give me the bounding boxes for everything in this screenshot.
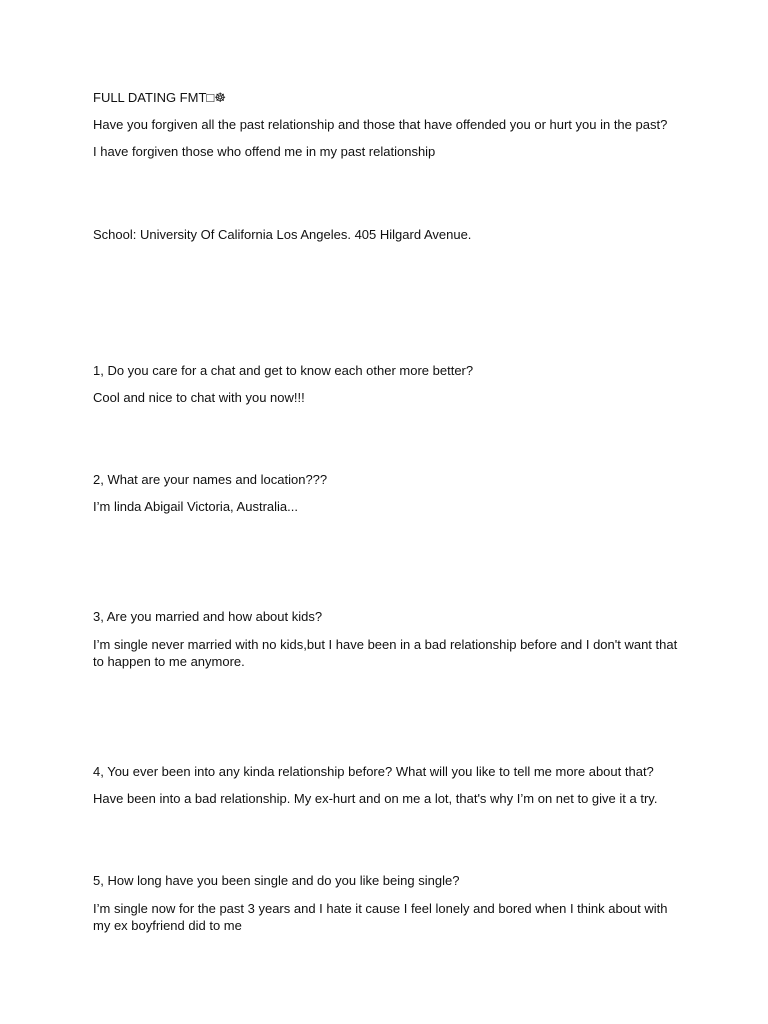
answer-1: Cool and nice to chat with you now!!!	[93, 390, 305, 405]
question-2: 2, What are your names and location???	[93, 472, 328, 487]
intro-question: Have you forgiven all the past relationship and those that have offended you or hurt you in the past?	[93, 117, 668, 132]
answer-4: Have been into a bad relationship. My ex-hurt and on me a lot, that's why I’m on net to give it a try.	[93, 791, 658, 806]
question-4: 4, You ever been into any kinda relationship before? What will you like to tell me more about that?	[93, 764, 654, 779]
answer-5: I’m single now for the past 3 years and I hate it cause I feel lonely and bored when I think about with my ex boyfriend did to me	[93, 901, 668, 933]
question-5: 5, How long have you been single and do you like being single?	[93, 873, 460, 888]
document-title: FULL DATING FMT□☸	[93, 90, 226, 105]
intro-answer: I have forgiven those who offend me in my past relationship	[93, 144, 436, 159]
school-line: School: University Of California Los Angeles. 405 Hilgard Avenue.	[93, 227, 472, 242]
answer-2: I’m linda Abigail Victoria, Australia...	[93, 499, 298, 514]
answer-3: I’m single never married with no kids,but I have been in a bad relationship before and I don't want that to happen to me anymore.	[93, 637, 678, 669]
question-1: 1, Do you care for a chat and get to know each other more better?	[93, 363, 474, 378]
question-3: 3, Are you married and how about kids?	[93, 609, 323, 624]
